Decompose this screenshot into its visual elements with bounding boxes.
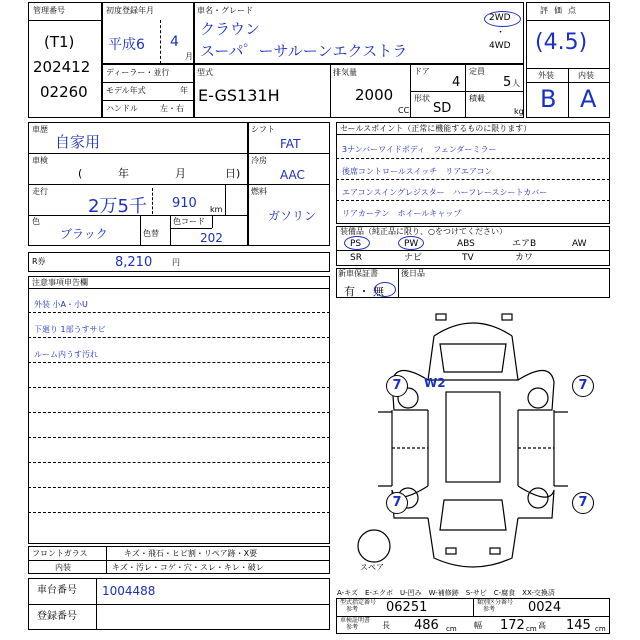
mgmt-value-3: 02260 bbox=[40, 83, 88, 101]
interior-cond-value: キズ・汚レ・コゲ・穴・スレ・キレ・破レ bbox=[112, 563, 264, 572]
dims-label: 車検証明書 bbox=[340, 617, 371, 624]
handle-label: ハンドル bbox=[106, 104, 138, 113]
pw-circle bbox=[398, 236, 424, 250]
equip-airb: エアB bbox=[512, 239, 537, 249]
inspection-label: 車検 bbox=[32, 156, 48, 165]
recycle-unit: 円 bbox=[172, 258, 180, 267]
height-value: 145 bbox=[566, 618, 591, 633]
notes-line-2: 下廻り 1部うすサビ bbox=[34, 325, 106, 334]
doors-label: ドア bbox=[414, 67, 430, 76]
equip-aw: AW bbox=[572, 239, 587, 249]
inspection-year: 年 bbox=[118, 167, 129, 180]
mileage-unit: km bbox=[210, 205, 223, 214]
first-reg-label: 初度登録年月 bbox=[106, 6, 154, 15]
doors-value: 4 bbox=[452, 75, 461, 90]
damage-legend: A-キズ E-エクボ U-凹み W-補修跡 S-サビ C-腐食 XX-交換済 bbox=[337, 589, 555, 597]
shift-label: シフト bbox=[251, 125, 275, 134]
equip-tv: TV bbox=[462, 253, 474, 263]
width-value: 172 bbox=[500, 618, 525, 633]
car-diagram bbox=[336, 300, 610, 582]
exterior-label: 外装 bbox=[538, 71, 554, 80]
first-reg-month: 4 bbox=[170, 34, 179, 50]
mileage-value: 2万5千 bbox=[88, 196, 147, 217]
shift-value: FAT bbox=[280, 137, 301, 151]
model-year-label: モデル年式 bbox=[106, 86, 146, 95]
equip-pw: PW bbox=[404, 239, 419, 249]
equip-ps: PS bbox=[350, 239, 362, 249]
mgmt-value-2: 202412 bbox=[33, 58, 91, 76]
width-label: 幅 bbox=[474, 621, 482, 630]
drive-4wd: 4WD bbox=[489, 41, 511, 51]
mgmt-label: 管理番号 bbox=[33, 6, 65, 15]
fuel-value: ガソリン bbox=[268, 209, 317, 223]
class-number-sub: 参考 bbox=[483, 606, 496, 613]
width-unit: cm bbox=[526, 625, 537, 633]
load-unit: kg bbox=[514, 107, 524, 116]
class-number-label: 類別区分番号 bbox=[477, 599, 514, 606]
ac-label: 冷房 bbox=[251, 156, 267, 165]
equipment-label: 装備品（純正品に限り、○をつけてください） bbox=[340, 227, 507, 236]
color-code: 202 bbox=[200, 231, 223, 245]
registration-label: 登録番号 bbox=[37, 611, 77, 622]
first-reg-month-unit: 月 bbox=[185, 52, 193, 61]
damage-mark-left-rear: 7 bbox=[386, 492, 408, 514]
equip-navi: ナビ bbox=[404, 253, 423, 263]
model-type-label: 型式 bbox=[197, 68, 213, 77]
recycle-value: 8,210 bbox=[115, 255, 153, 270]
notes-label: 注意事項申告欄 bbox=[32, 278, 88, 287]
damage-mark-left-front: 7 bbox=[386, 375, 408, 397]
usage-label: 車歴 bbox=[32, 125, 48, 134]
equip-sr: SR bbox=[350, 253, 362, 263]
capacity-label: 定員 bbox=[469, 67, 485, 76]
dealer-label: ディーラー・並行 bbox=[106, 68, 170, 77]
color-code-label: 色コード bbox=[173, 217, 205, 226]
length-label: 長 bbox=[382, 621, 390, 630]
color-label: 色 bbox=[32, 217, 40, 226]
drive-dot: ・ bbox=[496, 28, 506, 38]
inspection-month: 月 bbox=[175, 167, 186, 180]
ps-circle bbox=[344, 236, 370, 250]
type-number-value: 06251 bbox=[386, 600, 428, 615]
notes-line-3: ルーム内うす汚れ bbox=[34, 350, 98, 359]
front-glass-value: キズ・飛石・ヒビ割・リペア跡・X要 bbox=[124, 549, 258, 558]
mileage-sub: 910 bbox=[172, 196, 197, 211]
ac-value: AAC bbox=[280, 168, 305, 182]
car-name-line2: スーパ゜ーサルーンエクストラ bbox=[200, 42, 408, 60]
damage-mark-right-rear: 7 bbox=[572, 492, 594, 514]
damage-mark-right-front: 7 bbox=[572, 375, 594, 397]
sales-point-2: 後席コントロールスイッチ リアエアコン bbox=[342, 167, 493, 176]
rating-label: 評価点 bbox=[540, 6, 582, 15]
mgmt-value-1: (T1) bbox=[44, 33, 75, 51]
notes-line-1: 外装 小A・小U bbox=[34, 300, 88, 309]
warranty-label: 新車保証書 bbox=[338, 269, 378, 278]
color-value: ブラック bbox=[60, 227, 108, 241]
class-number-value: 0024 bbox=[528, 600, 562, 615]
shape-value: SD bbox=[433, 101, 452, 116]
handle-value: 左・右 bbox=[160, 104, 184, 113]
after-label: 後日品 bbox=[401, 269, 425, 278]
car-name-label: 車名・グレード bbox=[197, 6, 253, 15]
inspection-paren: ( bbox=[78, 167, 83, 180]
rating-score: (4.5) bbox=[535, 30, 588, 55]
model-year-unit: 年 bbox=[180, 86, 188, 95]
usage-value: 自家用 bbox=[55, 133, 101, 151]
color-change-label: 色替 bbox=[143, 229, 159, 238]
type-number-label: 型式指定番号 bbox=[340, 599, 377, 606]
chassis-label: 車台番号 bbox=[37, 585, 77, 596]
mileage-label: 走行 bbox=[32, 187, 48, 196]
height-unit: cm bbox=[595, 625, 606, 633]
interior-grade: A bbox=[580, 85, 597, 113]
type-number-sub: 参考 bbox=[346, 606, 359, 613]
warranty-none-circle bbox=[374, 282, 396, 297]
inspection-day: 日) bbox=[225, 167, 241, 180]
interior-label: 内装 bbox=[578, 71, 594, 80]
height-label: 高 bbox=[538, 621, 546, 630]
sales-point-3: エアコンスイングレジスター ハーフレースシートカバー bbox=[342, 188, 548, 197]
warranty-value: 有 ・ 無 bbox=[344, 285, 384, 298]
displacement-label: 排気量 bbox=[333, 68, 357, 77]
spare-label: スペア bbox=[360, 563, 384, 572]
car-name-line1: クラウン bbox=[200, 20, 261, 38]
model-type-value: E-GS131H bbox=[198, 86, 280, 105]
sales-point-1: 3ナンバーワイドボディ フェンダーミラー bbox=[342, 145, 497, 154]
recycle-label: R券 bbox=[32, 257, 46, 266]
chassis-value: 1004488 bbox=[102, 584, 156, 598]
displacement-value: 2000 bbox=[355, 86, 394, 104]
shape-label: 形状 bbox=[414, 94, 430, 103]
capacity-unit: 人 bbox=[512, 79, 520, 88]
displacement-unit: CC bbox=[398, 106, 410, 115]
front-glass-label: フロントガラス bbox=[32, 549, 88, 558]
drive-2wd: 2WD bbox=[489, 13, 511, 23]
equip-abs: ABS bbox=[457, 239, 475, 249]
equip-leather: カワ bbox=[515, 253, 534, 263]
dims-sub: 参考 bbox=[346, 624, 359, 631]
notes-box bbox=[28, 276, 330, 544]
capacity-value: 5 bbox=[503, 75, 512, 90]
damage-mark-w2: W2 bbox=[424, 376, 446, 390]
sales-point-4: リアカーテン ホイールキャップ bbox=[342, 209, 462, 218]
exterior-grade: B bbox=[540, 85, 557, 113]
sales-points-label: セールスポイント（正常に機能するものに限ります） bbox=[340, 124, 532, 133]
load-label: 積載 bbox=[469, 94, 485, 103]
first-reg-era: 平成6 bbox=[108, 37, 145, 53]
fuel-label: 燃料 bbox=[251, 187, 267, 196]
interior-cond-label: 内装 bbox=[55, 563, 71, 572]
length-unit: cm bbox=[446, 625, 457, 633]
length-value: 486 bbox=[414, 618, 439, 633]
